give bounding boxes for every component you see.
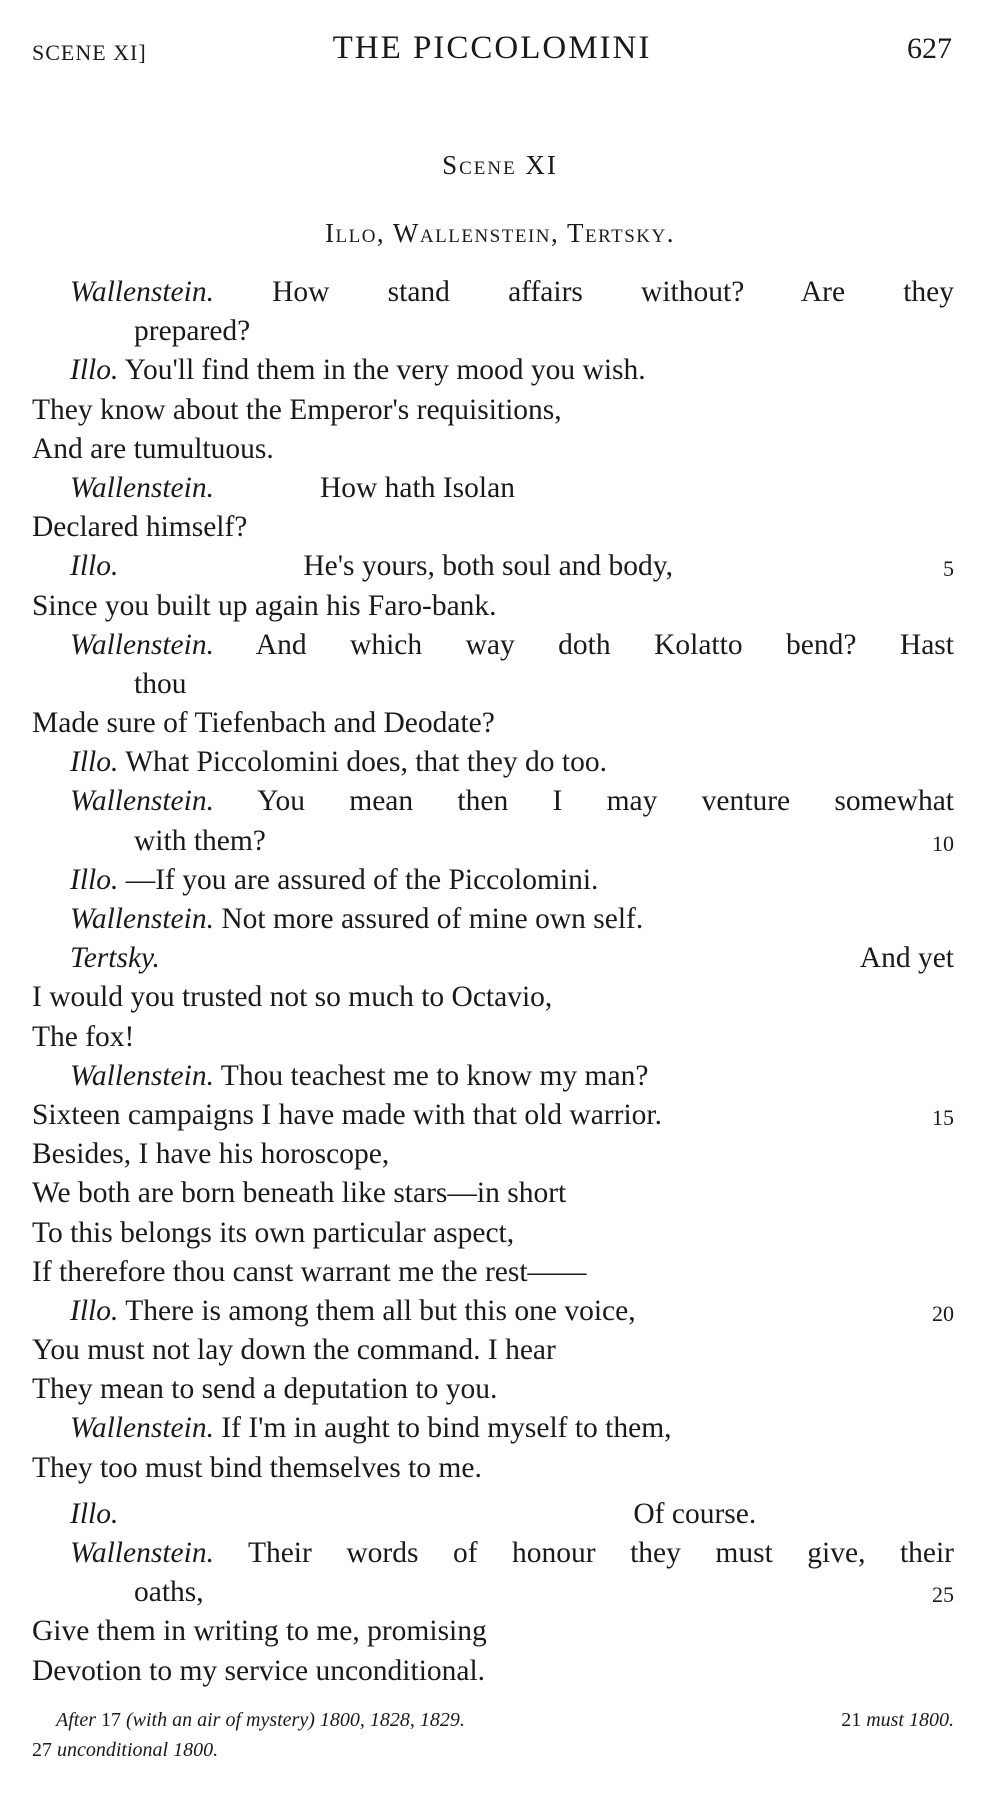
speaker-name: Illo. [70, 863, 119, 896]
verse-line [32, 626, 954, 665]
line-text: If therefore thou canst warrant me the rest—— [32, 1255, 587, 1288]
verse-line [32, 939, 954, 978]
verse-line [32, 1174, 954, 1213]
header-scene: SCENE XI] [32, 40, 147, 65]
note-right [841, 1705, 954, 1735]
speaker-name: Wallenstein. [70, 276, 214, 308]
verse-line [32, 430, 954, 469]
line-text: Sixteen campaigns I have made with that old warrior. [32, 1098, 662, 1131]
speaker-name: Wallenstein. [70, 628, 214, 661]
line-text: Of course. [633, 1497, 757, 1530]
verse-line [32, 900, 954, 939]
scene-title: Scene XI [442, 150, 558, 180]
verse-line [32, 1612, 954, 1651]
line-number: 15 [932, 1104, 954, 1130]
speaker-name: Wallenstein. [70, 471, 214, 504]
line-text: We both are born beneath like stars—in short [32, 1177, 567, 1210]
note-line-number: 21 [841, 1709, 862, 1731]
line-text: And which way doth Kolatto bend? Hast [255, 628, 954, 661]
line-number: 5 [943, 556, 954, 582]
verse-line [32, 665, 954, 704]
speaker-name: Illo. [70, 746, 119, 779]
verse-line [32, 469, 954, 508]
line-text: Since you built up again his Faro-bank. [32, 589, 497, 622]
verse-line [32, 1573, 954, 1612]
line-text: And are tumultuous. [32, 432, 274, 465]
note-line [32, 1735, 954, 1765]
line-text: with them? [134, 824, 266, 857]
speaker-name: Illo. [70, 1497, 119, 1530]
line-text: Made sure of Tiefenbach and Deodate? [32, 707, 495, 740]
speaker-name: Wallenstein. [70, 903, 214, 935]
speaker-name: Illo. [70, 1294, 119, 1327]
verse-line [32, 1409, 954, 1448]
verse-line [32, 1135, 954, 1174]
speaker-name: Wallenstein. [70, 785, 214, 818]
speaker-name: Tertsky. [70, 942, 160, 975]
line-text: prepared? [134, 315, 251, 348]
verse-line [32, 1331, 954, 1370]
line-number: 20 [932, 1300, 954, 1326]
line-text: oaths, [134, 1576, 204, 1609]
verse-line [32, 1057, 954, 1096]
verse-line [32, 587, 954, 626]
line-text: What Piccolomini does, that they do too. [125, 746, 607, 779]
verse-line [32, 978, 954, 1017]
textual-notes [32, 1705, 954, 1765]
line-text: Devotion to my service unconditional. [32, 1654, 486, 1687]
line-text: Thou teachest me to know my man? [220, 1059, 649, 1092]
speaker-name: Illo. [70, 550, 119, 583]
speaker-name: Wallenstein. [70, 1412, 214, 1445]
verse-line [32, 273, 954, 312]
verse-line [32, 861, 954, 900]
line-text: He's yours, both soul and body, [303, 550, 674, 583]
verse-line [32, 822, 954, 861]
line-text: Their words of honour they must give, their [247, 1537, 955, 1569]
line-text: You must not lay down the command. I hear [32, 1334, 556, 1367]
note-text: unconditional 1800. [57, 1739, 219, 1761]
note-ref: After [56, 1709, 96, 1731]
line-text: They know about the Emperor's requisitions, [32, 393, 562, 426]
verse-line [32, 1495, 954, 1534]
verse-line [32, 391, 954, 430]
note-line-number: 27 [32, 1739, 52, 1761]
speaker-name: Illo. [70, 354, 119, 387]
line-text: There is among them all but this one voice, [125, 1294, 636, 1327]
note-text: must 1800. [866, 1709, 954, 1731]
verse-line [32, 1370, 954, 1409]
verse-line [32, 1292, 954, 1331]
verse-line [32, 743, 954, 782]
line-text: How hath Isolan [319, 471, 515, 504]
header-title: THE PICCOLOMINI [332, 30, 652, 66]
line-text: The fox! [32, 1020, 135, 1053]
line-text: And yet [859, 942, 954, 975]
dramatis-personae: Illo, Wallenstein, Tertsky. [324, 218, 675, 248]
verse-line [32, 351, 954, 390]
speaker-name: Wallenstein. [70, 1537, 214, 1569]
verse-line [32, 1018, 954, 1057]
page-number: 627 [907, 32, 952, 65]
line-number: 25 [932, 1582, 954, 1608]
verse-line [32, 704, 954, 743]
line-text: Declared himself? [32, 511, 248, 544]
note-line-number: 17 [101, 1709, 121, 1731]
line-text: They mean to send a deputation to you. [32, 1373, 498, 1406]
speaker-name: Wallenstein. [70, 1059, 214, 1092]
verse-line [32, 1652, 954, 1691]
verse-line [32, 312, 954, 351]
verse-line [32, 547, 954, 586]
verse-line [32, 1214, 954, 1253]
note-line [32, 1705, 954, 1735]
line-text: They too must bind themselves to me. [32, 1451, 482, 1484]
verse-line [32, 1253, 954, 1292]
verse-line [32, 1096, 954, 1135]
line-text: Not more assured of mine own self. [221, 903, 644, 935]
line-text: I would you trusted not so much to Octavio, [32, 981, 553, 1014]
line-text: Give them in writing to me, promising [32, 1615, 487, 1648]
verse-line [32, 508, 954, 547]
verse-line [32, 782, 954, 821]
line-text: —If you are assured of the Piccolomini. [125, 863, 599, 896]
verse-line [32, 1534, 954, 1573]
line-text: To this belongs its own particular aspect, [32, 1216, 515, 1249]
line-text: If I'm in aught to bind myself to them, [221, 1412, 672, 1445]
line-text: How stand affairs without? Are they [272, 276, 954, 308]
line-number: 10 [932, 830, 954, 856]
line-text: Besides, I have his horoscope, [32, 1138, 390, 1171]
line-text: thou [134, 667, 187, 700]
line-text: You'll find them in the very mood you wish. [124, 354, 646, 387]
note-text: (with an air of mystery) 1800, 1828, 1829. [126, 1709, 465, 1731]
verse-text [32, 273, 954, 1691]
line-text: You mean then I may venture somewhat [257, 785, 954, 818]
running-header [32, 30, 952, 74]
verse-line [32, 1449, 954, 1488]
